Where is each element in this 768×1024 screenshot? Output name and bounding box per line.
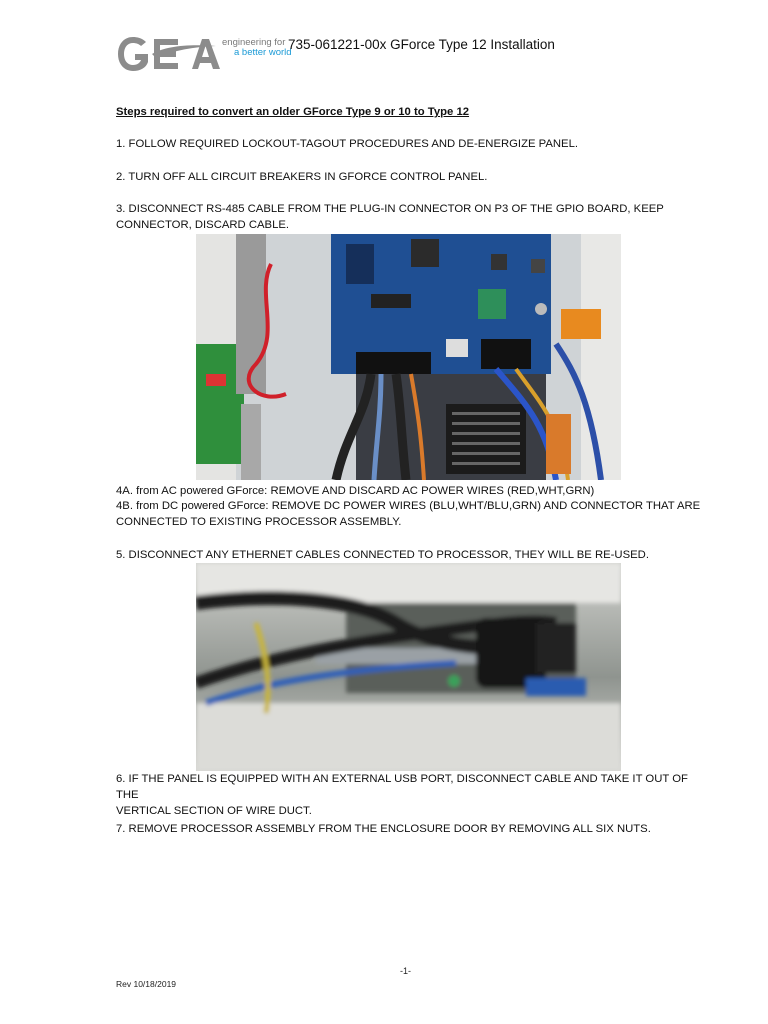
- step-2: 2. TURN OFF ALL CIRCUIT BREAKERS IN GFORCE CONTROL PANEL.: [116, 171, 488, 183]
- step-4b: [116, 498, 706, 530]
- section-heading: Steps required to convert an older GForce Type 9 or 10 to Type 12: [116, 106, 470, 118]
- step-4b-line-2: CONNECTED TO EXISTING PROCESSOR ASSEMBLY.: [116, 516, 402, 528]
- revision-date: Rev 10/18/2019: [116, 979, 177, 989]
- page-header: [116, 34, 676, 78]
- gpio-board-photo: [196, 234, 621, 480]
- ethernet-cables-photo: [196, 563, 621, 771]
- gea-logo: [116, 34, 222, 74]
- step-4a: 4A. from AC powered GForce: REMOVE AND DISCARD AC POWER WIRES (RED,WHT,GRN): [116, 485, 595, 497]
- step-6: [116, 771, 706, 819]
- step-6-line-2: VERTICAL SECTION OF WIRE DUCT.: [116, 805, 312, 817]
- step-4b-line-1: 4B. from DC powered GForce: REMOVE DC POWER WIRES (BLU,WHT/BLU,GRN) AND CONNECTOR THAT ARE: [116, 500, 701, 512]
- step-3: [116, 201, 706, 233]
- step-1: 1. FOLLOW REQUIRED LOCKOUT-TAGOUT PROCEDURES AND DE-ENERGIZE PANEL.: [116, 138, 578, 150]
- document-title: 735-061221-00x GForce Type 12 Installation: [288, 37, 555, 52]
- step-3-line-2: CONNECTOR, DISCARD CABLE.: [116, 219, 290, 231]
- tagline-line-1: engineering for: [222, 37, 286, 48]
- brand-tagline: [222, 38, 292, 58]
- step-6-line-1: 6. IF THE PANEL IS EQUIPPED WITH AN EXTERNAL USB PORT, DISCONNECT CABLE AND TAKE IT OUT OF THE: [116, 773, 688, 801]
- tagline-line-2: a better world: [234, 47, 292, 58]
- page-number: -1-: [400, 966, 411, 976]
- step-3-line-1: 3. DISCONNECT RS-485 CABLE FROM THE PLUG-IN CONNECTOR ON P3 OF THE GPIO BOARD, KEEP: [116, 203, 664, 215]
- step-7: 7. REMOVE PROCESSOR ASSEMBLY FROM THE ENCLOSURE DOOR BY REMOVING ALL SIX NUTS.: [116, 823, 651, 835]
- step-5: 5. DISCONNECT ANY ETHERNET CABLES CONNECTED TO PROCESSOR, THEY WILL BE RE-USED.: [116, 549, 649, 561]
